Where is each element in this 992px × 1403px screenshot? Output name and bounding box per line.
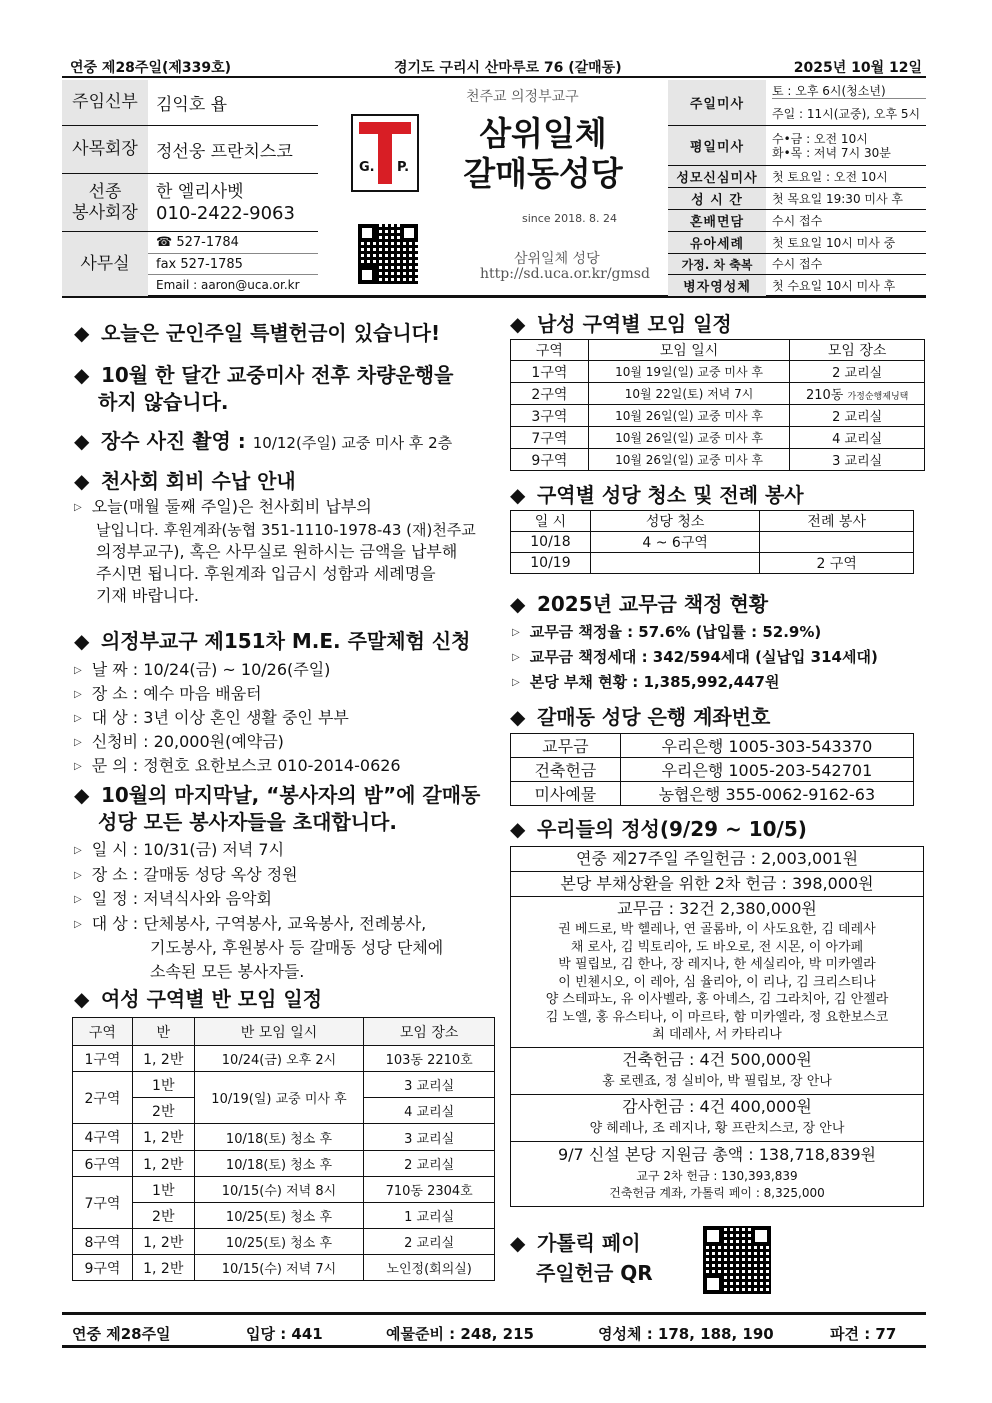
office-tel: ☎ 527-1784 (148, 232, 318, 254)
office-contact (148, 232, 318, 296)
volunteer-night-details: ▷ 일 시 : 10/31(금) 저녁 7시 ▷ 장 소 : 갈매동 성당 옥상 정원 ▷ 일 정 : 저녁식사와 음악회 ▷ 대 상 : 단체봉사, 구역봉사, 교육봉사, 전례봉사, 기도봉사, 후원봉사 등 갈매동 성당 단체에 소속된 모든 봉사자들. (74, 840, 444, 981)
table-row: 10/18 4 ~ 6구역 (511, 532, 914, 553)
schedule-row-sick: 병자영성체 첫 수요일 10시 미사 후 (668, 275, 926, 296)
notice-portrait: ◆ 장수 사진 촬영 : 10/12(주일) 교중 미사 후 2층 (74, 429, 453, 453)
footer-dispatch: 파견 : 77 (830, 1325, 897, 1343)
cleaning-title: ◆ 구역별 성당 청소 및 전례 봉사 (510, 483, 804, 507)
table-row: 2구역 10월 22일(토) 저녁 7시 210동 가정순행제닝택 (511, 383, 925, 405)
schedule-row-sunday: 주일미사 토 : 오후 6시(청소년) 주일 : 11시(교중), 오후 5시 (668, 80, 926, 126)
cleaning-table: 일 시 성당 청소 전례 봉사 10/18 4 ~ 6구역 10/19 2 구역 (510, 510, 914, 574)
diamond-icon: ◆ (74, 629, 90, 653)
service-label: 선종 봉사회장 (62, 174, 148, 232)
table-row: 10/19 2 구역 (511, 553, 914, 574)
office-email[interactable]: Email : aaron@uca.or.kr (156, 278, 300, 292)
footer-attend: 입당 : 441 (246, 1325, 323, 1343)
office-label: 사무실 (62, 232, 148, 296)
notice-volunteer-night: ◆ 10월의 마지막날, “봉사자의 밤”에 갈매동 성당 모든 봉사자들을 초대합니다. (74, 783, 481, 834)
service-phone: 010-2422-9063 (156, 202, 295, 224)
schedule-row-baptism: 유아세례 첫 토요일 10시 미사 중 (668, 232, 926, 254)
offering-sunday: 연중 제27주일 주일헌금 : 2,003,001원 (510, 846, 924, 872)
schedule-row-marian: 성모신심미사 첫 토요일 : 오전 10시 (668, 166, 926, 188)
schedule-row-weekday: 평일미사 수•금 : 오전 10시 화•목 : 저녁 7시 30분 (668, 126, 926, 166)
table-row: 1구역 1, 2반 10/24(금) 오후 2시 103동 2210호 (73, 1046, 495, 1072)
footer-prep: 예물준비 : 248, 215 (386, 1325, 534, 1343)
service-contact (148, 174, 318, 232)
dues-details: ▷ 교무금 책정율 : 57.6% (납입률 : 52.9%) ▷ 교무금 책정세대 : 342/594세대 (실납입 314세대) ▷ 본당 부채 현황 : 1,385,992,447원 (512, 623, 878, 691)
offering-thanks: 감사헌금 : 4건 400,000원 양 헤레나, 조 레지나, 황 프란치스코, 장 안나 (510, 1094, 924, 1142)
table-row: 7구역 10월 26일(일) 교중 미사 후 4 교리실 (511, 427, 925, 449)
pastoral-label: 사목회장 (62, 126, 148, 174)
offering-support: 9/7 신설 본당 지원금 총액 : 138,718,839원 교구 2차 헌금 : 130,393,839 건축헌금 계좌, 가톨릭 페이 : 8,325,000 (510, 1141, 924, 1207)
priest-label: 주임신부 (62, 80, 148, 126)
table-row: 2반 4 교리실 (73, 1098, 495, 1124)
notice-military-sunday: ◆ 오늘은 군인주일 특별헌금이 있습니다! (74, 321, 441, 345)
bank-title: ◆ 갈매동 성당 은행 계좌번호 (510, 705, 771, 729)
footer-week: 연중 제28주일 (72, 1325, 171, 1343)
dues-donor-list: 권 베드로, 박 헬레나, 연 골롬바, 이 사도요한, 김 데레사 채 로사, 김 빅토리아, 도 바오로, 전 시몬, 이 아가페 박 필립보, 김 한나, 장 레지나, 한 세실리아, 박 미카엘라 이 빈첸시오, 이 레아, 심 율리아, 이 리나, 김 크리스티나 양 스테파노, 유 이사벨라, 홍 아녜스, 김 그라치아, 김 안젤라 김 노엘, 홍 유스티나, 이 마르타, 함 미카엘라, 정 요한보스코 최 데레사, 서 카타리나 (545, 922, 889, 1042)
offering-title: ◆ 우리들의 정성(9/29 ~ 10/5) (510, 817, 807, 841)
angel-text: ▷ 오늘(매월 둘째 주일)은 천사회비 납부의 날입니다. 후원계좌(농협 351-1110-1978-43 (재)천주교 의정부교구), 혹은 사무실로 원하시는 금액을 납부해 주시면 됩니다. 후원계좌 입금시 성함과 세례명을 기재 바랍니다. (74, 497, 476, 605)
diamond-icon: ◆ (510, 312, 526, 336)
triangle-icon: ▷ (74, 502, 82, 513)
diamond-icon: ◆ (74, 363, 90, 387)
table-row: 7구역 1반 10/15(수) 저녁 8시 710동 2304호 (73, 1177, 495, 1203)
table-row: 건축헌금 우리은행 1005-203-542701 (511, 758, 914, 782)
diamond-icon: ◆ (74, 321, 90, 345)
site-name: 삼위일체 성당 (514, 251, 600, 267)
diamond-icon: ◆ (74, 469, 90, 493)
table-row: 2반 10/25(토) 청소 후 1 교리실 (73, 1203, 495, 1229)
top-bar (62, 54, 926, 78)
table-row: 교무금 우리은행 1005-303-543370 (511, 734, 914, 758)
diamond-icon: ◆ (74, 429, 90, 453)
notice-shuttle: ◆ 10월 한 달간 교중미사 전후 차량운행을 하지 않습니다. (74, 363, 454, 414)
header (62, 80, 926, 298)
issue-date: 2025년 10월 12일 (793, 60, 922, 76)
diamond-icon: ◆ (510, 592, 526, 616)
offering-second: 본당 부채상환을 위한 2차 헌금 : 398,000원 (510, 871, 924, 897)
office-fax: fax 527-1785 (148, 254, 318, 275)
schedule-row-holy-hour: 성 시 간 첫 목요일 19:30 미사 후 (668, 188, 926, 210)
table-row: 3구역 10월 26일(일) 교중 미사 후 2 교리실 (511, 405, 925, 427)
diamond-icon: ◆ (74, 987, 90, 1011)
table-row: 4구역 1, 2반 10/18(토) 청소 후 3 교리실 (73, 1124, 495, 1151)
diocese-name: 천주교 의정부교구 (466, 89, 579, 105)
notice-me-weekend: ◆ 의정부교구 제151차 M.E. 주말체험 신청 (74, 629, 471, 653)
offering-building: 건축헌금 : 4건 500,000원 홍 로렌죠, 정 실비아, 박 필립보, 장 안나 (510, 1047, 924, 1095)
church-logo: G. P. (351, 114, 419, 192)
diamond-icon: ◆ (510, 483, 526, 507)
priest-name: 김익호 욥 (148, 80, 318, 126)
table-row: 1구역 10월 19일(일) 교중 미사 후 2 교리실 (511, 361, 925, 383)
dues-title: ◆ 2025년 교무금 책정 현황 (510, 592, 769, 616)
diamond-icon: ◆ (510, 705, 526, 729)
table-row: 미사예물 농협은행 355-0062-9162-63 (511, 782, 914, 806)
service-name: 한 엘리사벳 (156, 181, 244, 202)
men-meeting-title: ◆ 남성 구역별 모임 일정 (510, 312, 732, 336)
catholic-pay-title: ◆ 가톨릭 페이 주일헌금 QR (510, 1228, 653, 1288)
address: 경기도 구리시 산마루로 76 (갈매동) (394, 60, 622, 76)
schedule-row-marriage: 혼배면담 수시 접수 (668, 210, 926, 232)
pastoral-name: 정선웅 프란치스코 (148, 126, 318, 174)
since-date: since 2018. 8. 24 (522, 212, 618, 225)
table-row: 9구역 1, 2반 10/15(수) 저녁 7시 노인정(회의실) (73, 1255, 495, 1281)
diamond-icon: ◆ (510, 817, 526, 841)
women-meeting-table: 구역 반 반 모임 일시 모임 장소 1구역 1, 2반 10/24(금) 오후 2시 103동 2210호 2구역 1반 10/19(일) 교중 미사 후 3 교리실 2반 4 교리실 4구역 1, 2반 10/18(토) 청소 후 3 교리실 6구역 1, 2반 10/18(토) 청소 후 2 교리실 7구역 1반 10/15(수) 저녁 8시 710동 2304호 2반 10/25(토) 청소 후 1 교리실 8구역 1, 2반 10/25(토) 청소 후 2 교리실 9구역 1, 2반 10/15(수) 저녁 7시 노인정(회의실) (72, 1017, 495, 1281)
offering-dues: 교무금 : 32건 2,380,000원 권 베드로, 박 헬레나, 연 골롬바, 이 사도요한, 김 데레사 채 로사, 김 빅토리아, 도 바오로, 전 시몬, 이 아가페 박 필립보, 김 한나, 장 레지나, 한 세실리아, 박 미카엘라 이 빈첸시오, 이 레아, 심 율리아, 이 리나, 김 크리스티나 양 스테파노, 유 이사벨라, 홍 아녜스, 김 그라치아, 김 안젤라 김 노엘, 홍 유스티나, 이 마르타, 함 미카엘라, 정 요한보스코 최 데레사, 서 카타리나 (510, 896, 924, 1048)
diamond-icon: ◆ (74, 783, 90, 807)
table-row: 6구역 1, 2반 10/18(토) 청소 후 2 교리실 (73, 1151, 495, 1177)
table-row: 9구역 10월 26일(일) 교중 미사 후 3 교리실 (511, 449, 925, 471)
table-row: 8구역 1, 2반 10/25(토) 청소 후 2 교리실 (73, 1229, 495, 1255)
men-meeting-table: 구역 모임 일시 모임 장소 1구역 10월 19일(일) 교중 미사 후 2 교리실 2구역 10월 22일(토) 저녁 7시 210동 가정순행제닝택 3구역 10월 26일(일) 교중 미사 후 2 교리실 7구역 10월 26일(일) 교중 미사 후 4 교리실 9구역 10월 26일(일) 교중 미사 후 3 교리실 (510, 339, 925, 471)
bank-table (510, 733, 914, 806)
site-url[interactable]: http://sd.uca.or.kr/gmsd (480, 266, 650, 282)
notice-angel-dues: ◆ 천사회 회비 수납 안내 (74, 469, 296, 493)
church-name: 삼위일체 갈매동성당 (463, 114, 623, 193)
table-row: 2구역 1반 10/19(일) 교중 미사 후 3 교리실 (73, 1072, 495, 1098)
schedule-row-blessing: 가정. 차 축복 수시 접수 (668, 254, 926, 275)
issue-number: 연중 제28주일(제339호) (70, 60, 232, 76)
diamond-icon: ◆ (510, 1231, 526, 1255)
attendance-footer (62, 1312, 926, 1348)
women-meeting-title: ◆ 여성 구역별 반 모임 일정 (74, 987, 323, 1011)
church-identity (318, 80, 668, 296)
me-details: ▷ 날 짜 : 10/24(금) ~ 10/26(주일) ▷ 장 소 : 예수 마음 배움터 ▷ 대 상 : 3년 이상 혼인 생활 중인 부부 ▷ 신청비 : 20,000원(예약금) ▷ 문 의 : 정현호 요한보스코 010-2014-0626 (74, 660, 401, 775)
footer-communion: 영성체 : 178, 188, 190 (598, 1325, 774, 1343)
